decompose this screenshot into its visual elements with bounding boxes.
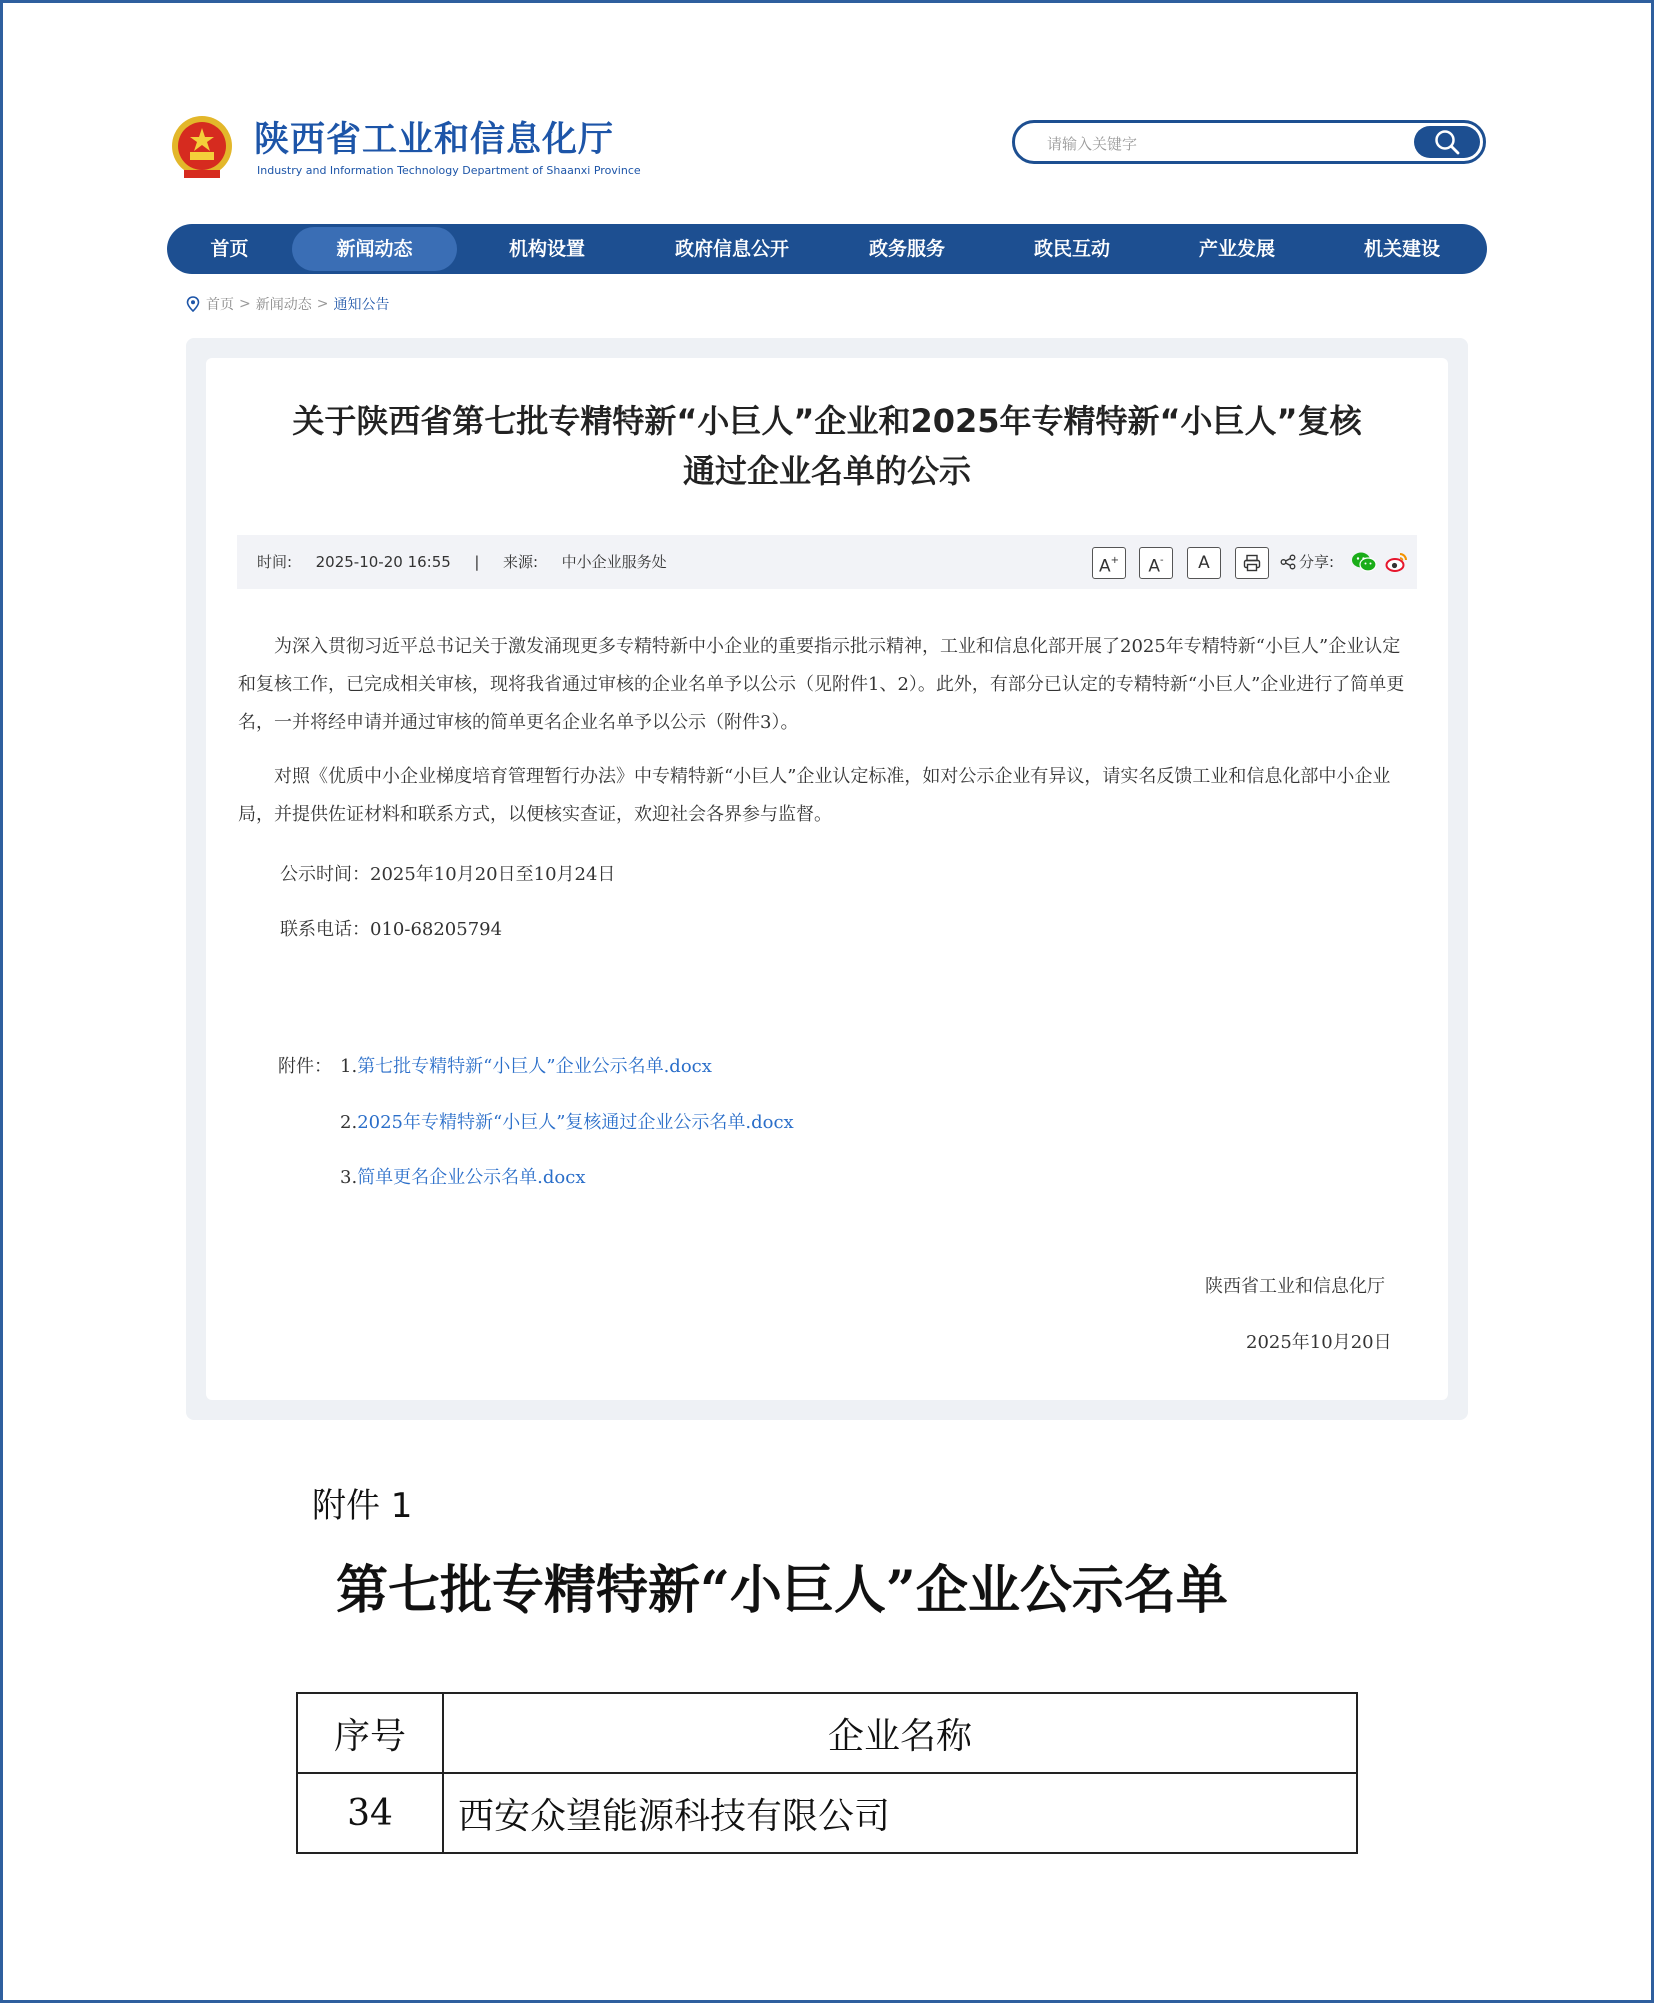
- font-reset-button[interactable]: A: [1187, 547, 1221, 579]
- share-icon[interactable]: [1280, 554, 1296, 570]
- breadcrumb-current[interactable]: 通知公告: [333, 297, 390, 313]
- share-label: 分享:: [1299, 553, 1335, 571]
- nav-item-gov-services[interactable]: 政务服务: [868, 238, 945, 260]
- location-pin-icon: [186, 296, 200, 312]
- article-title-line-1: 关于陕西省第七批专精特新“小巨人”企业和2025年专精特新“小巨人”复核: [292, 402, 1362, 440]
- nav-item-interaction[interactable]: 政民互动: [1033, 238, 1110, 260]
- source-value: 中小企业服务处: [561, 553, 667, 571]
- search-button[interactable]: [1414, 126, 1480, 158]
- signature-org: 陕西省工业和信息化厅: [1205, 1276, 1385, 1297]
- table-header-no: 序号: [297, 1693, 443, 1773]
- attachment-link-2[interactable]: 2.2025年专精特新“小巨人”复核通过企业公示名单.docx: [340, 1112, 794, 1133]
- notice-period: 公示时间：2025年10月20日至10月24日: [280, 864, 616, 885]
- search-input[interactable]: [1045, 131, 1379, 157]
- breadcrumb-separator: >: [239, 296, 251, 312]
- breadcrumb-news[interactable]: 新闻动态: [255, 297, 312, 313]
- nav-item-gov-info[interactable]: 政府信息公开: [674, 238, 789, 260]
- table-header-row: [297, 1693, 1357, 1773]
- company-table: [296, 1692, 1358, 1854]
- font-decrease-button[interactable]: A-: [1139, 547, 1173, 579]
- table-cell-no: 34: [297, 1773, 443, 1853]
- nav-item-industry[interactable]: 产业发展: [1198, 238, 1275, 260]
- breadcrumb-home[interactable]: 首页: [206, 297, 234, 313]
- breadcrumb: [186, 294, 389, 314]
- document-annex-label: 附件 1: [312, 1486, 413, 1526]
- print-icon: [1243, 554, 1261, 572]
- article-title: [226, 396, 1428, 496]
- document-title: 第七批专精特新“小巨人”企业公示名单: [336, 1560, 1228, 1621]
- table-cell-name: 西安众望能源科技有限公司: [443, 1773, 1357, 1853]
- nav-item-organization[interactable]: 机构设置: [508, 238, 585, 260]
- attachment-link-1[interactable]: 1.第七批专精特新“小巨人”企业公示名单.docx: [340, 1056, 712, 1077]
- wechat-icon[interactable]: [1351, 551, 1377, 573]
- publish-time: 2025-10-20 16:55: [315, 553, 451, 571]
- table-row: [297, 1773, 1357, 1853]
- attachment-link-3[interactable]: 3.简单更名企业公示名单.docx: [340, 1167, 586, 1188]
- search-icon: [1433, 128, 1461, 156]
- article-body: [238, 628, 1416, 834]
- breadcrumb-separator: >: [316, 296, 329, 312]
- nav-item-news[interactable]: 新闻动态: [292, 227, 457, 271]
- article-meta: [257, 535, 667, 589]
- print-button[interactable]: [1235, 547, 1269, 579]
- attachments-label: 附件：: [278, 1056, 332, 1077]
- source-label: 来源:: [502, 553, 539, 571]
- national-emblem-icon[interactable]: [170, 112, 234, 182]
- font-increase-button[interactable]: A+: [1092, 547, 1126, 579]
- contact-phone: 联系电话：010-68205794: [280, 919, 503, 940]
- nav-item-party-building[interactable]: 机关建设: [1363, 238, 1440, 260]
- paragraph-2: 对照《优质中小企业梯度培育管理暂行办法》中专精特新“小巨人”企业认定标准，如对公示企业有异议，请实名反馈工业和信息化部中小企业局，并提供佐证材料和联系方式，以便核实查证，欢迎社会各界参与监督。: [238, 766, 1391, 825]
- meta-divider: |: [474, 553, 480, 571]
- nav-item-home[interactable]: 首页: [210, 238, 249, 260]
- paragraph-1: 为深入贯彻习近平总书记关于激发涌现更多专精特新中小企业的重要指示批示精神，工业和信息化部开展了2025年专精特新“小巨人”企业认定和复核工作，已完成相关审核，现将我省通过审核的企业名单予以公示（见附件1、2）。此外，有部分已认定的专精特新“小巨人”企业进行了简单更名，一并将经申请并通过审核的简单更名企业名单予以公示（附件3）。: [238, 636, 1405, 733]
- site-subtitle: Industry and Information Technology Department of Shaanxi Province: [257, 164, 641, 177]
- signature-date: 2025年10月20日: [1246, 1332, 1392, 1353]
- main-nav: [167, 224, 1487, 274]
- article-meta-bar: [237, 535, 1417, 589]
- weibo-icon[interactable]: [1385, 550, 1409, 574]
- article-title-line-2: 通过企业名单的公示: [682, 452, 971, 490]
- table-header-name: 企业名称: [443, 1693, 1357, 1773]
- site-title[interactable]: 陕西省工业和信息化厅: [254, 120, 615, 160]
- search-box: [1012, 120, 1486, 164]
- time-label: 时间:: [257, 553, 293, 571]
